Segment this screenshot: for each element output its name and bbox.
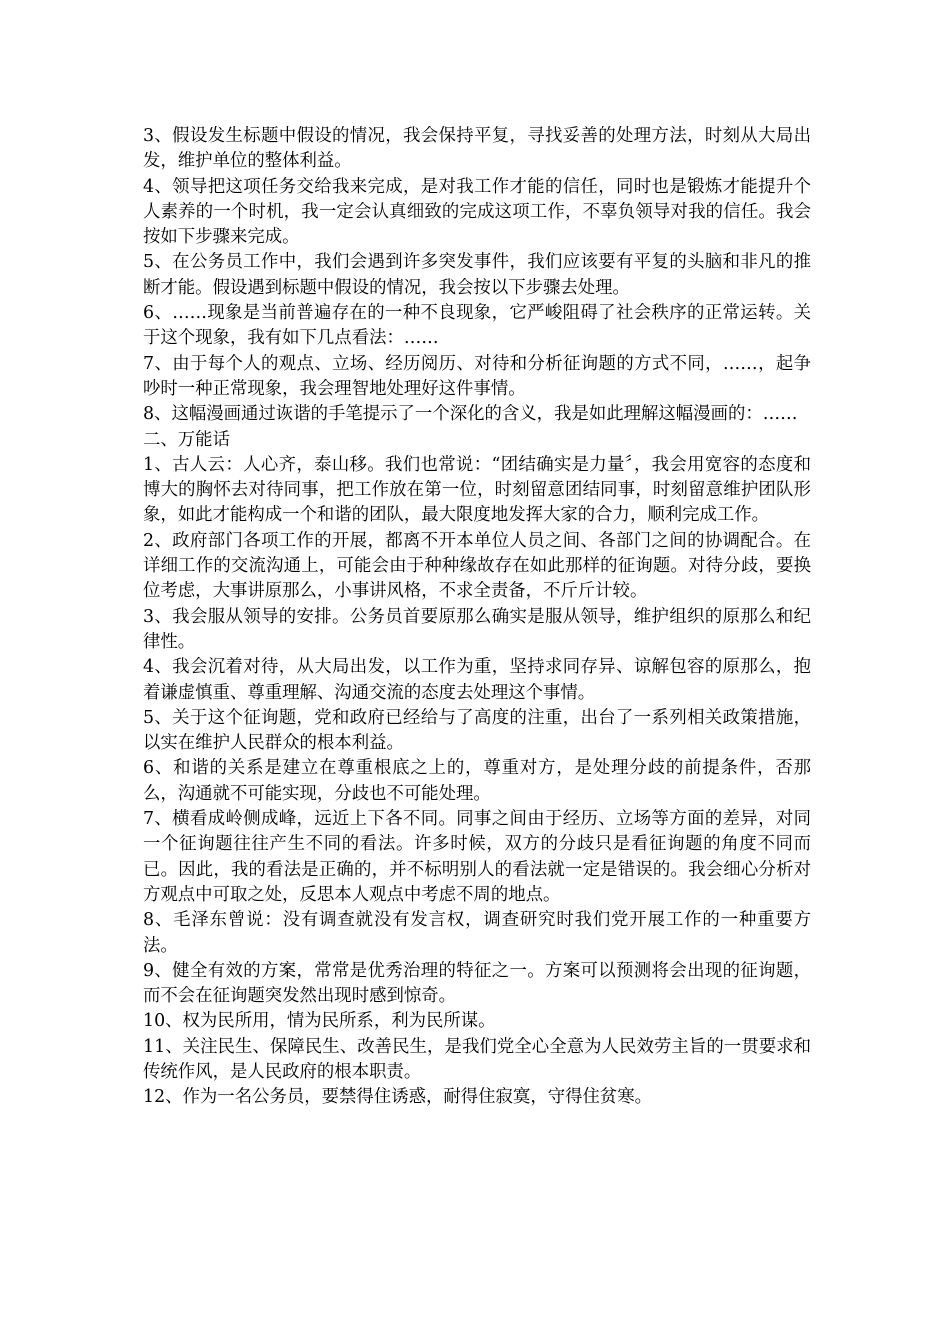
universal-phrase-9: 9、健全有效的方案，常常是优秀治理的特征之一。方案可以预测将会出现的征询题，而不会在征询题突发然出现时感到惊奇。	[143, 960, 811, 1007]
universal-phrase-2: 2、政府部门各项工作的开展，都离不开本单位人员之间、各部门之间的协调配合。在详细工作的交流沟通上，可能会由于种种缘故存在如此那样的征询题。对待分歧，要换位考虑，大事讲原那么，小事讲风格，不求全责备，不斤斤计较。	[143, 530, 811, 602]
paragraph-item-3: 3、假设发生标题中假设的情况，我会保持平复，寻找妥善的处理方法，时刻从大局出发，维护单位的整体利益。	[143, 126, 811, 172]
universal-phrase-5: 5、关于这个征询题，党和政府已经给与了高度的注重，出台了一系列相关政策措施，以实在维护人民群众的根本利益。	[143, 707, 811, 754]
universal-phrase-10: 10、权为民所用，情为民所系，利为民所谋。	[143, 1011, 496, 1032]
paragraph-item-7: 7、由于每个人的观点、立场、经历阅历、对待和分析征询题的方式不同，……，起争吵时一种正常现象，我会理智地处理好这件事情。	[143, 353, 811, 399]
paragraph-item-5: 5、在公务员工作中，我们会遇到许多突发事件，我们应该要有平复的头脑和非凡的推断才能。假设遇到标题中假设的情况，我会按以下步骤去处理。	[143, 252, 811, 298]
universal-phrase-11: 11、关注民生、保障民生、改善民生，是我们党全心全意为人民效劳主旨的一贯要求和传统作风，是人民政府的根本职责。	[143, 1036, 811, 1082]
universal-phrase-8: 8、毛泽东曾说：没有调查就没有发言权，调查研究时我们党开展工作的一种重要方法。	[143, 910, 811, 956]
universal-phrase-4: 4、我会沉着对待，从大局出发，以工作为重，坚持求同存异、谅解包容的原那么，抱着谦虚慎重、尊重理解、沟通交流的态度去处理这个事情。	[143, 657, 811, 703]
universal-phrase-7: 7、横看成岭侧成峰，远近上下各不同。同事之间由于经历、立场等方面的差异，对同一个征询题往往产生不同的看法。许多时候，双方的分歧只是看征询题的角度不同而已。因此，我的看法是正确的，并不标明别人的看法就一定是错误的。我会细心分析对方观点中可取之处，反思本人观点中考虑不周的地点。	[143, 809, 811, 905]
section-heading: 二、万能话	[143, 429, 230, 450]
universal-phrase-3: 3、我会服从领导的安排。公务员首要原那么确实是服从领导，维护组织的原那么和纪律性。	[143, 606, 811, 652]
universal-phrase-1: 1、古人云：人心齐，泰山移。我们也常说：“团结确实是力量〞，我会用宽容的态度和博大的胸怀去对待同事，把工作放在第一位，时刻留意团结同事，时刻留意维护团队形象，如此才能构成一个和谐的团队，最大限度地发挥大家的合力，顺利完成工作。	[143, 454, 811, 526]
paragraph-item-6: 6、……现象是当前普遍存在的一种不良现象，它严峻阻碍了社会秩序的正常运转。关于这个现象，我有如下几点看法：……	[143, 303, 811, 349]
paragraph-item-4: 4、领导把这项任务交给我来完成，是对我工作才能的信任，同时也是锻炼才能提升个人素养的一个时机，我一定会认真细致的完成这项工作，不辜负领导对我的信任。我会按如下步骤来完成。	[143, 176, 811, 248]
universal-phrase-6: 6、和谐的关系是建立在尊重根底之上的，尊重对方，是处理分歧的前提条件，否那么，沟通就不可能实现，分歧也不可能处理。	[143, 758, 811, 804]
universal-phrase-12: 12、作为一名公务员，要禁得住诱惑，耐得住寂寞，守得住贫寒。	[143, 1087, 653, 1108]
document-body	[143, 124, 811, 1111]
paragraph-item-8: 8、这幅漫画通过诙谐的手笔提示了一个深化的含义，我是如此理解这幅漫画的：……	[143, 404, 798, 425]
